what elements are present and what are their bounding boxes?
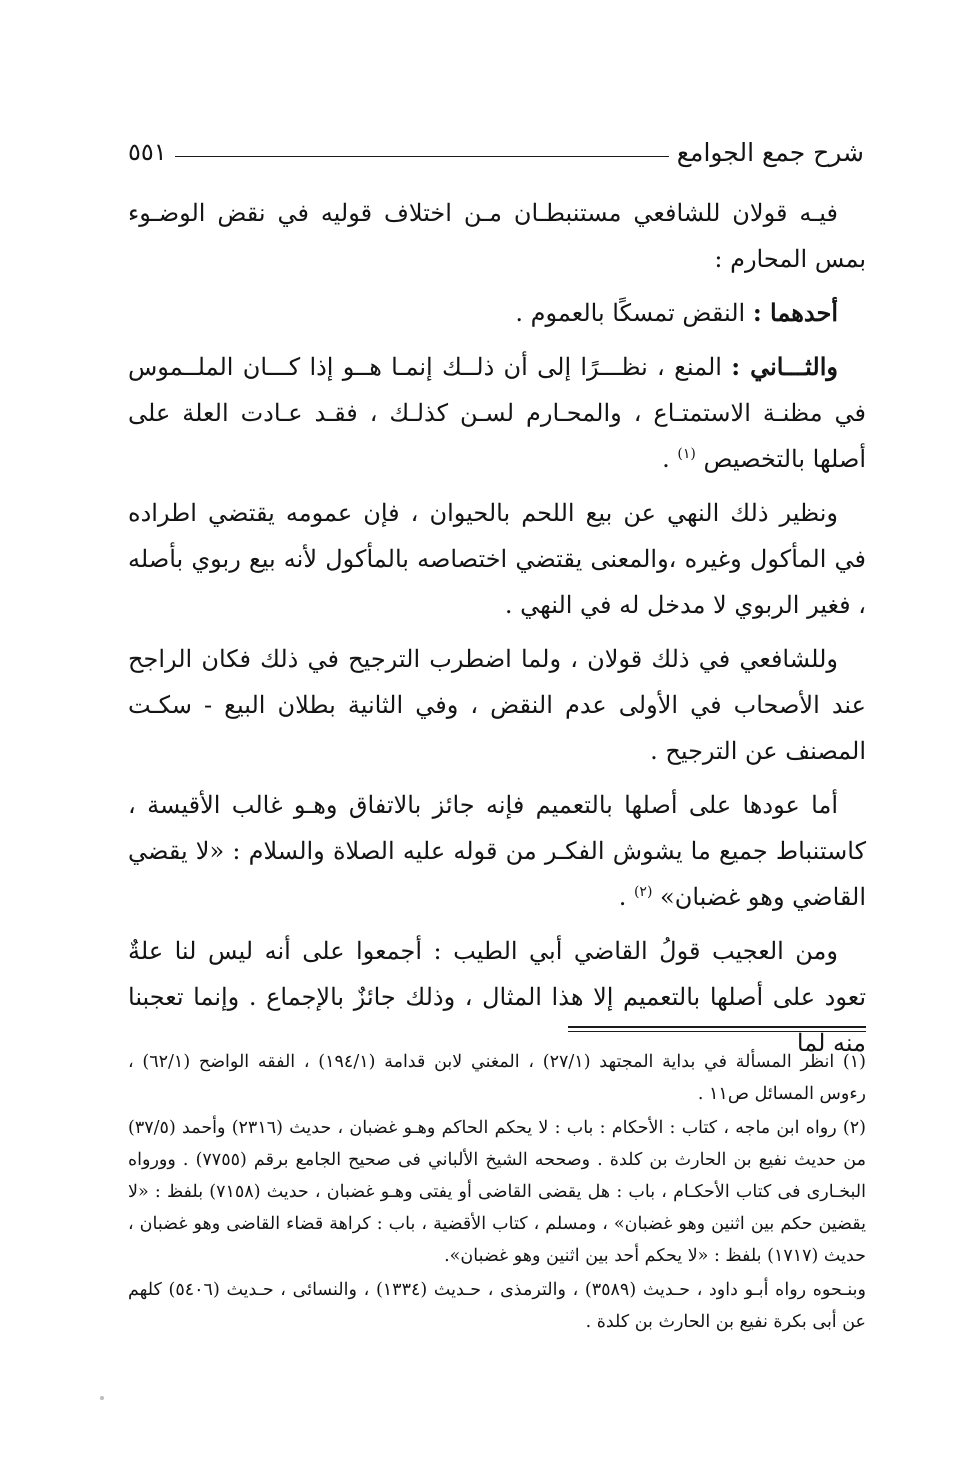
paragraph-2 — [128, 290, 866, 336]
paragraph-3-lead: والثـــاني : — [731, 352, 838, 381]
footnotes — [128, 1046, 866, 1340]
running-title: شرح جمع الجوامع — [676, 137, 864, 167]
paragraph-2-text: النقض تمسكًا بالعموم . — [515, 299, 753, 327]
paragraph-6 — [128, 782, 866, 920]
page-number: ٥٥١ — [128, 138, 167, 166]
header-rule — [175, 156, 669, 157]
paragraph-6-text: أما عودها على أصلها بالتعميم فإنه جائز بالاتفاق وهـو غالب الأقيسة ، كاستنباط جميع ما يشوش الفكـر من قوله عليه الصلاة والسلام : «لا يقضي القاضي وهو غضبان» — [128, 791, 866, 911]
footnote-ref-2: (٢) — [633, 884, 653, 900]
paragraph-6-end: . — [618, 883, 634, 911]
footnote-separator — [568, 1026, 866, 1032]
paragraph-5: وللشافعي في ذلك قولان ، ولما اضطرب الترجيح في ذلك فكان الراجح عند الأصحاب في الأولى عدم النقض ، وفي الثانية بطلان البيع - سكـت المصنف عن الترجيح . — [128, 645, 866, 765]
paragraph-1: فيـه قولان للشافعي مستنبطـان مـن اختلاف قوليه في نقض الوضـوء بمس المحارم : — [128, 199, 866, 273]
footnote-ref-1: (١) — [677, 446, 696, 462]
footnote-1: (١) انظر المسألة في بداية المجتهد (٢٧/١) ، المغني لابن قدامة (١٩٤/١) ، الفقه الواضح (٦٢/١) ، رءوس المسائل ص١١ . — [128, 1052, 866, 1104]
paragraph-3-text: المنع ، نظـــرًا إلى أن ذلــك إنمـا هــو إذا كـــان الملــموس في مظنـة الاستمتـاع ، والمحـارم لسـن كذلـك ، فقـد عـادت العلة على أصلها بالتخصيص — [128, 353, 866, 473]
main-text — [128, 190, 866, 1074]
paragraph-7: ومن العجيب قولُ القاضي أبي الطيب : أجمعوا على أنه ليس لنا علةٌ تعود على أصلها بالتعميم إلا هذا المثال ، وذلك جائزٌ بالإجماع . وإنما تعجبنا منه لما — [128, 937, 867, 1057]
footnote-2: (٢) رواه ابن ماجه ، كتاب : الأحكام : باب : لا يحكم الحاكم وهـو غضبان ، حديث (٢٣١٦) وأحمد (٣٧/٥) من حديث نفيع بن الحارث بن كلدة . وصححه الشيخ الألباني فى صحيح الجامع برقم (٧٧٥٥) . وورواه البخـارى فى كتاب الأحكـام ، باب : هل يقضى القاضى أو يفتى وهـو غضبان ، حديث (٧١٥٨) بلفظ : «لا يقضين حكم بين اثنين وهو غضبان» ، ومسلم ، كتاب الأقضية ، باب : كراهة قضاء القاضى وهو غضبان ، حديث (١٧١٧) بلفظ : «لا يحكم أحد بين اثنين وهو غضبان». — [128, 1118, 866, 1266]
paragraph-3 — [128, 344, 866, 482]
running-header — [128, 132, 864, 172]
paragraph-2-lead: أحدهما : — [752, 298, 838, 327]
footnote-2-continued: وبنـحوه رواه أبـو داود ، حـديث (٣٥٨٩) ، والترمذى ، حـديث (١٣٣٤) ، والنسائى ، حـديث (٥٤٠٦) كلهم عن أبى بكرة نفيع بن الحارث بن كلدة . — [128, 1280, 866, 1332]
scan-speck — [100, 1396, 104, 1400]
paragraph-4: ونظير ذلك النهي عن بيع اللحم بالحيوان ، فإن عمومه يقتضي اطراده في المأكول وغيره ،والمعنى يقتضي اختصاصه بالمأكول لأنه بيع ربوي بأصله ، فغير الربوي لا مدخل له في النهي . — [128, 499, 866, 619]
paragraph-3-end: . — [662, 445, 678, 473]
